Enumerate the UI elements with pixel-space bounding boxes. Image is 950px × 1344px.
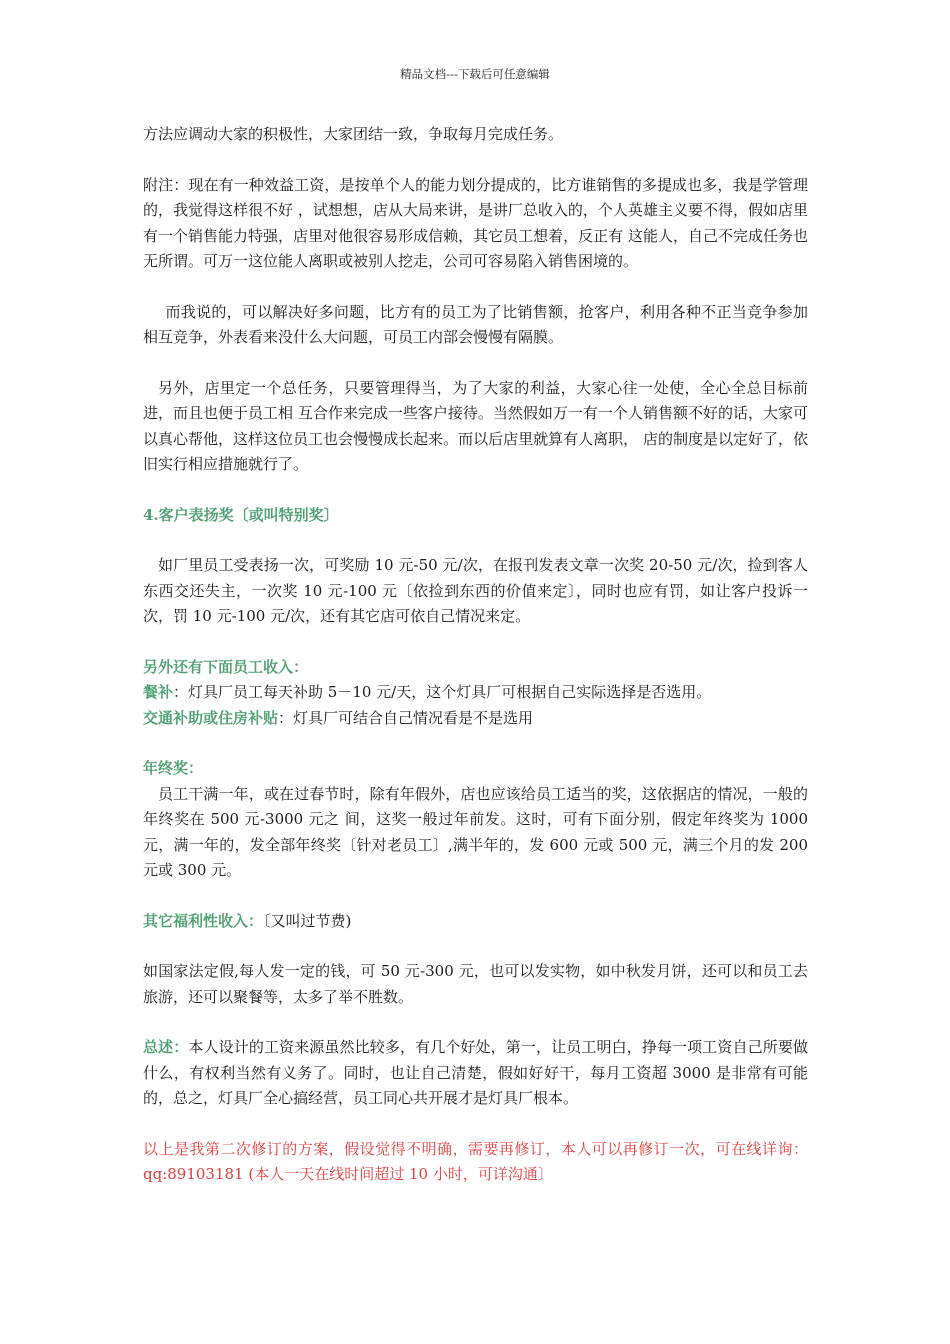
meal-text: ：灯具厂员工每天补助 5－10 元/天，这个灯具厂可根据自己实际选择是否选用。 (173, 683, 712, 701)
meal-label: 餐补 (143, 683, 174, 701)
page-header: 精品文档---下载后可任意编辑 (400, 67, 550, 81)
welfare-suffix: 〔又叫过节费) (263, 911, 352, 930)
paragraph-meal-subsidy (143, 680, 808, 706)
heading-year-end-bonus: 年终奖： (143, 759, 204, 777)
paragraph-summary (143, 1035, 808, 1112)
summary-text: 本人设计的工资来源虽然比较多，有几个好处，第一，让员工明白，挣每一项工资自己所要做什么，有权利当然有义务了。同时，也让自己清楚，假如好好干，每月工资超 3000 是非常有可能的，总之，灯具厂全心搞经营，员工同心共开展才是灯具厂根本。 (143, 1038, 808, 1107)
welfare-label: 其它福利性收入： (143, 911, 264, 930)
summary-label: 总述： (143, 1038, 189, 1056)
traffic-label: 交通补助或住房补贴 (143, 708, 279, 727)
paragraph-total-task: 另外，店里定一个总任务，只要管理得当，为了大家的利益，大家心往一处使，全心全总目标前进，而且也便于员工相 互合作来完成一些客户接待。当然假如万一有一个人销售额不好的话，大家可以真心帮他，这样这位员工也会慢慢成长起来。而以后店里就算有人离职， 店的制度是以定好了，依旧实行相应措施就行了。 (143, 378, 808, 473)
paragraph-closing-note: 以上是我第二次修订的方案，假设觉得不明确，需要再修订，本人可以再修订一次，可在线详询：qq:89103181 (本人一天在线时间超过 10 小时，可详沟通〕 (143, 1139, 808, 1183)
paragraph-task: 方法应调动大家的积极性，大家团结一致，争取每月完成任务。 (143, 125, 564, 143)
heading-customer-praise: 4.客户表扬奖〔或叫特别奖〕 (143, 505, 339, 524)
traffic-text: ：灯具厂可结合自己情况看是不是选用 (278, 708, 534, 727)
paragraph-explanation: 而我说的，可以解决好多问题，比方有的员工为了比销售额，抢客户，利用各种不正当竞争参加相互竞争，外表看来没什么大问题，可员工内部会慢慢有隔膜。 (143, 302, 808, 346)
heading-other-income: 另外还有下面员工收入： (143, 657, 309, 676)
paragraph-note: 附注：现在有一种效益工资，是按单个人的能力划分提成的，比方谁销售的多提成也多，我是学管理的，我觉得这样很不好 ，试想想，店从大局来讲，是讲厂总收入的，个人英雄主义要不得，假如店里有一个销售能力特强，店里对他很容易形成信赖，其它员工想着，反正有 这能人，自己不完成任务也无所谓。可万一这位能人离职或被别人挖走，公司可容易陷入销售困境的。 (143, 175, 808, 270)
paragraph-year-end-bonus: 员工干满一年，或在过春节时，除有年假外，店也应该给员工适当的奖，这依据店的情况，一般的年终奖在 500 元-3000 元之 间，这奖一般过年前发。这时，可有下面分别，假定年终奖为 1000 元，满一年的，发全部年终奖〔针对老员工〕,满半年的，发 600 元或 500 元，满三个月的发 200 元或 300 元。 (143, 784, 808, 879)
paragraph-praise-rules: 如厂里员工受表扬一次，可奖励 10 元-50 元/次，在报刊发表文章一次奖 20-50 元/次，捡到客人东西交还失主，一次奖 10 元-100 元〔依捡到东西的价值来定〕，同时也应有罚，如让客户投诉一次，罚 10 元-100 元/次，还有其它店可依自己情况来定。 (143, 556, 808, 625)
document-body (143, 122, 808, 1188)
paragraph-traffic-subsidy (143, 706, 808, 732)
heading-welfare-income (143, 909, 808, 935)
paragraph-holiday-pay: 如国家法定假,每人发一定的钱，可 50 元-300 元，也可以发实物，如中秋发月饼，还可以和员工去旅游，还可以聚餐等，太多了举不胜数。 (143, 962, 808, 1006)
